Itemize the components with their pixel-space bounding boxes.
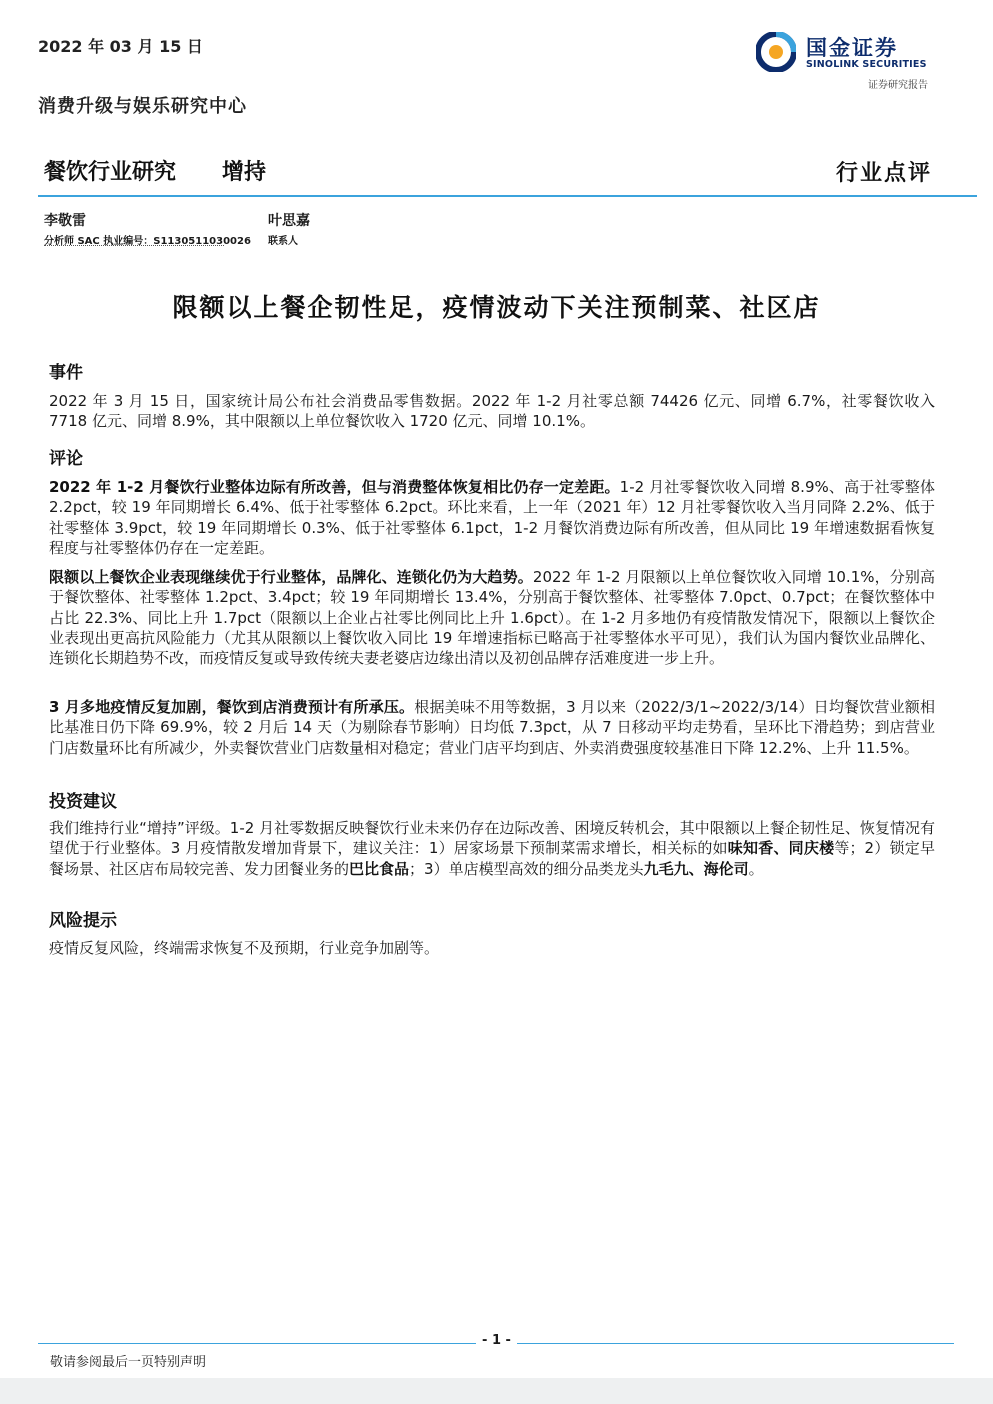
comment-3-body: 根据美味不用等数据，3 月以来（2022/3/1~2022/3/14）日均餐饮营业额相比基准日仍下降 69.9%，较 2 月后 14 天（为剔除春节影响）日均低 7.3pct，从 7 日移动平均走势看，呈环比下滑趋势；到店营业门店数量环比有所减少，外卖餐饮营业门店数量相对稳定；营业门店平均到店、外卖消费强度较基准日下降 12.2%、上升 11.5%。 [49,698,935,757]
logo-circle-icon [756,32,796,72]
comment-2-lead: 限额以上餐饮企业表现继续优于行业整体，品牌化、连锁化仍为大趋势。 [49,568,533,586]
risk-paragraph: 疫情反复风险，终端需求恢复不及预期，行业竞争加剧等。 [49,939,440,957]
industry-title: 餐饮行业研究 [44,160,177,185]
comment-1-lead: 2022 年 1-2 月餐饮行业整体边际有所改善，但与消费整体恢复相比仍存一定差距。 [49,478,620,496]
section-heading-risk: 风险提示 [49,911,117,931]
stock-picks-3: 九毛九、海伦司 [643,859,749,878]
report-type: 行业点评 [836,161,933,186]
footer-bar [0,1378,993,1404]
page-number-text: - 1 - [476,1333,517,1348]
logo-english-name: SINOLINK SECURITIES [806,59,927,70]
contact-role: 联系人 [268,236,298,247]
stock-picks-2: 巴比食品 [349,859,410,878]
section-heading-event: 事件 [49,363,83,383]
page-number [0,1333,993,1348]
event-paragraph: 2022 年 3 月 15 日，国家统计局公布社会消费品零售数据。2022 年 1-2 月社零总额 74426 亿元、同增 6.7%，社零餐饮收入 7718 亿元、同增 8.9%，其中限额以上单位餐饮收入 1720 亿元、同增 10.1%。 [49,392,935,431]
author-underline [44,245,224,247]
investment-text-2: 等；2）锁定早餐场景、社区店布局较完善、发力团餐业务的 [49,839,935,878]
comment-2-body: 2022 年 1-2 月限额以上单位餐饮收入同增 10.1%，分别高于餐饮整体、社零整体 1.2pct、3.4pct；较 19 年同期增长 13.4%，分别高于餐饮整体、社零整体 7.0pct、0.7pct；在餐饮整体中占比 22.3%、同比上升 1.7pct（限额以上企业占社零比例同比上升 1.6pct）。在 1-2 月多地仍有疫情散发情况下，限额以上餐饮企业表现出更高抗风险能力（尤其从限额以上餐饮收入同比 19 年增速指标已略高于社零整体水平可见），我们认为国内餐饮业品牌化、连锁化长期趋势不改，而疫情反复或导致传统夫妻老婆店边缘出清以及初创品牌存活难度进一步上升。 [49,568,935,668]
investment-text-1: 我们维持行业“增持”评级。1-2 月社零数据反映餐饮行业未来仍存在边际改善、困境反转机会，其中限额以上餐企韧性足、恢复情况有望优于行业整体。3 月疫情散发增加背景下，建议关注：1）居家场景下预制菜需求增长，相关标的如 [49,819,935,858]
logo-chinese-name: 国金证券 [806,36,898,60]
research-center: 消费升级与娱乐研究中心 [38,96,247,117]
contact-name: 叶思嘉 [268,213,310,229]
investment-text-3: ；3）单店模型高效的细分品类龙头 [409,859,644,878]
stock-picks-1: 味知香、同庆楼 [727,839,835,858]
header-divider [38,195,977,197]
industry-rating: 增持 [222,160,267,185]
author-certificate: 分析师 SAC 执业编号：S1130511030026 [44,236,251,247]
author-name: 李敬雷 [44,213,86,229]
report-category: 证券研究报告 [868,80,928,91]
section-heading-comment: 评论 [49,449,83,469]
comment-3-lead: 3 月多地疫情反复加剧，餐饮到店消费预计有所承压。 [49,698,415,716]
company-logo [756,30,946,92]
comment-paragraph-2 [49,567,935,668]
comment-paragraph-3 [49,697,935,758]
section-heading-investment: 投资建议 [49,792,117,812]
comment-paragraph-1 [49,477,935,558]
investment-paragraph [49,818,935,879]
report-headline: 限额以上餐企韧性足，疫情波动下关注预制菜、社区店 [172,293,821,322]
disclaimer-note: 敬请参阅最后一页特别声明 [50,1355,207,1370]
comment-1-body: 1-2 月社零餐饮收入同增 8.9%、高于社零整体 2.2pct，较 19 年同期增长 6.4%、低于社零整体 6.2pct。环比来看，上一年（2021 年）12 月社零餐饮收入当月同降 2.2%、低于社零整体 3.9pct，较 19 年同期增长 0.3%、低于社零整体 6.1pct，1-2 月餐饮消费边际有所改善，但从同比 19 年增速数据看恢复程度与社零整体仍存在一定差距。 [49,478,935,557]
investment-text-4: 。 [748,859,764,878]
report-date: 2022 年 03 月 15 日 [38,37,203,56]
